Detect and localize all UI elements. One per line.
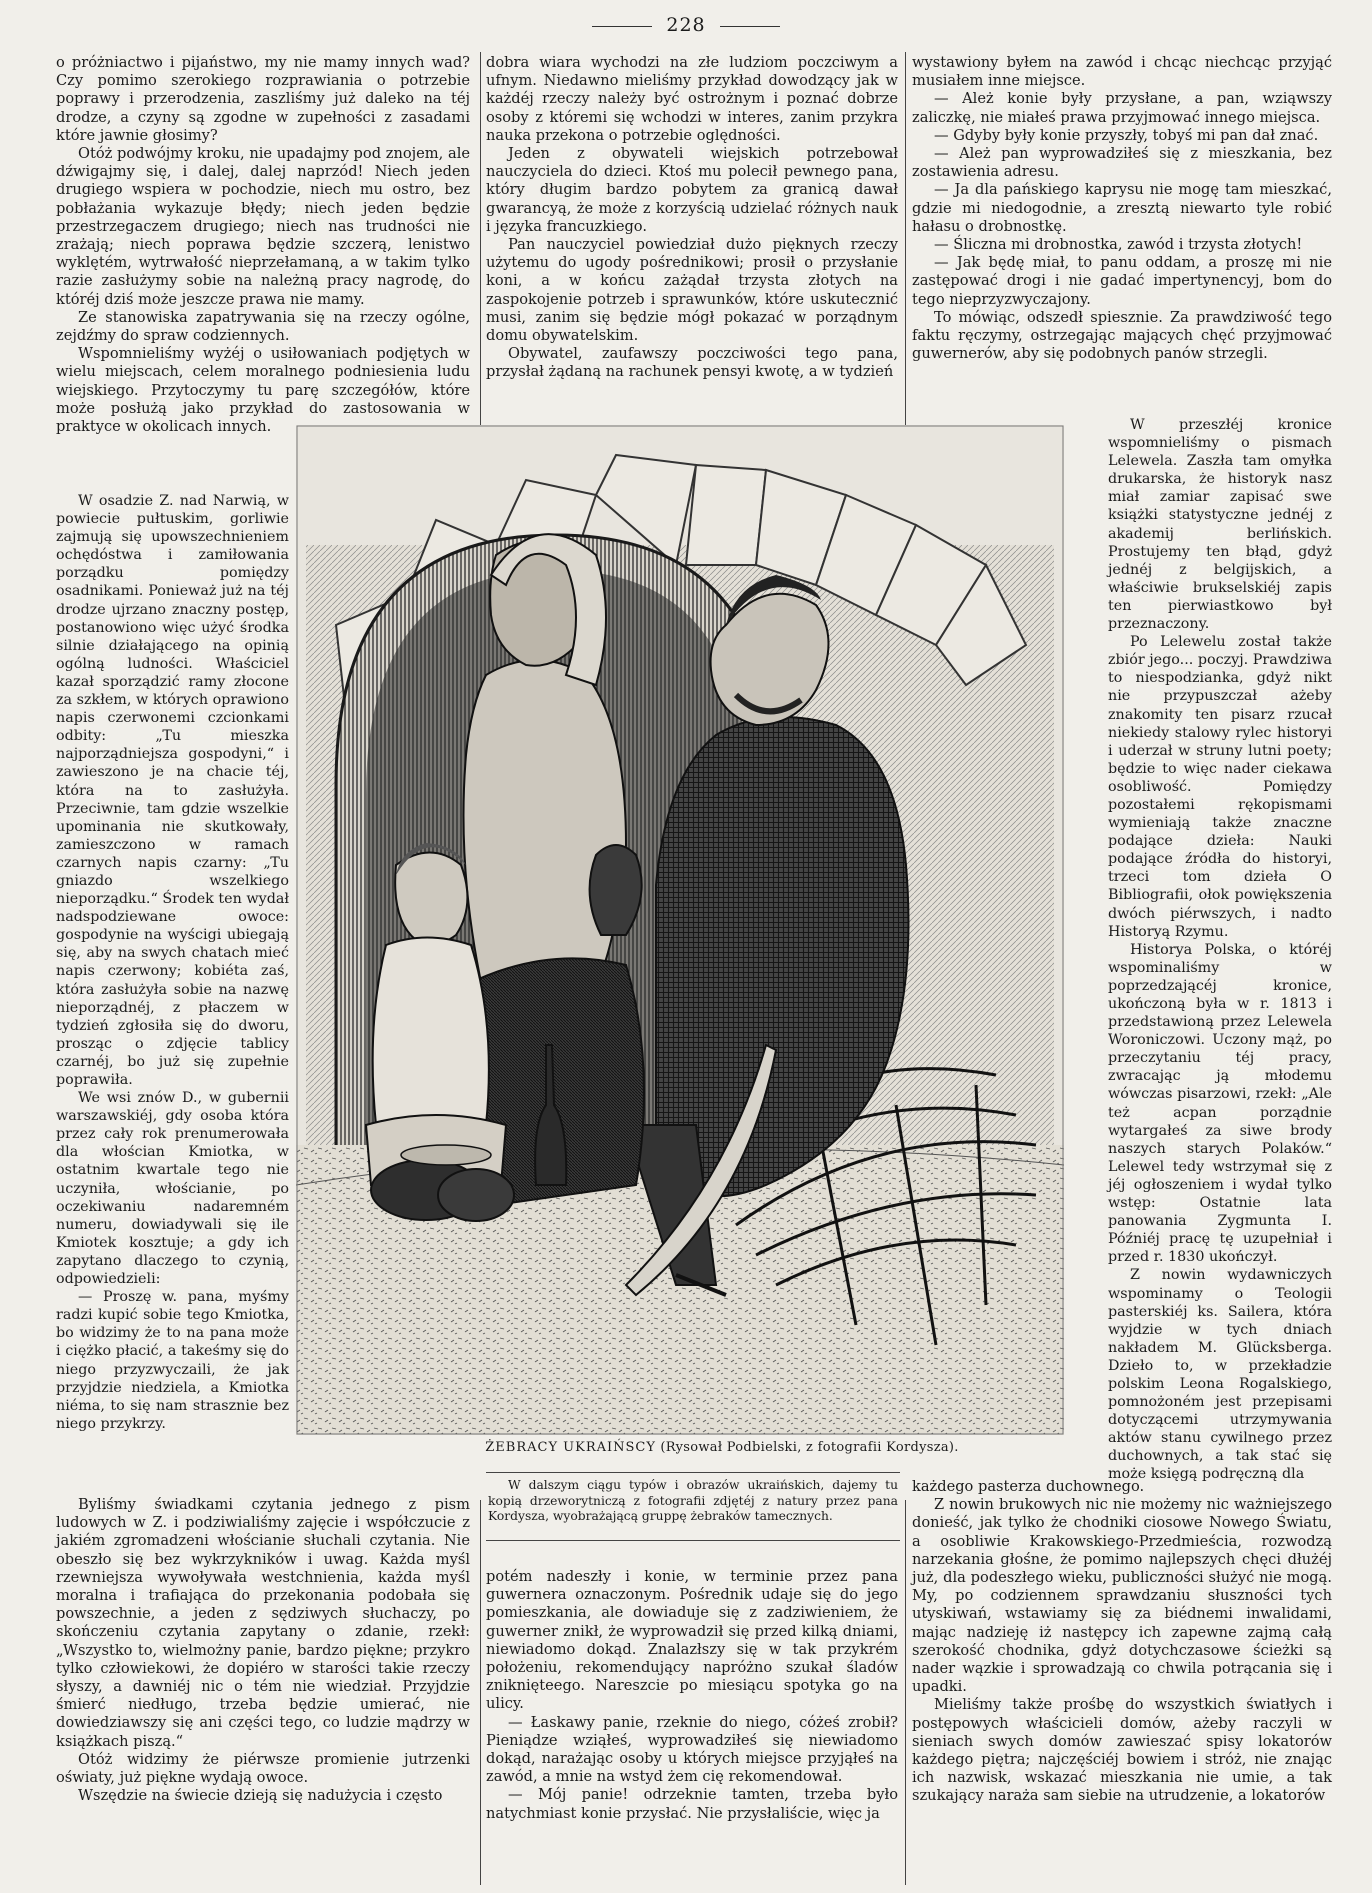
column-3-narrow bbox=[1108, 416, 1332, 1484]
paragraph: Z nowin wydawniczych wspominamy o Teologii pasterskiéj ks. Sailera, która wyjdzie w tych dniach nakładem M. Glücksberga. Dzieło to, w przekładzie polskim Leona Rogalskiego, pomnożoném jest przepisami dotyczącemi utrzymywania aktów stanu cywilnego przez duchownych, a tak stać się może księgą podręczną dla bbox=[1108, 1267, 1332, 1483]
column-rule-right-lower bbox=[905, 1500, 906, 1885]
engraving-illustration bbox=[296, 425, 1064, 1435]
paragraph: — Ja dla pańskiego kaprysu nie mogę tam mieszkać, gdzie mi niedogodnie, a zresztą niewarto tyle robić hałasu o drobnostkę. bbox=[912, 181, 1332, 235]
paragraph: wystawiony byłem na zawód i chcąc niechcąc przyjąć musiałem inne miejsce. bbox=[912, 54, 1332, 90]
column-3-top bbox=[912, 54, 1332, 363]
page-number: 228 bbox=[666, 14, 706, 36]
column-3-bottom bbox=[912, 1478, 1332, 1806]
paragraph: Otóż widzimy że piérwsze promienie jutrzenki oświaty, już piękne wydają owoce. bbox=[56, 1750, 470, 1787]
paragraph: W osadzie Z. nad Narwią, w powiecie pułtuskim, gorliwie zajmują się upowszechnieniem ochędóstwa i zamiłowania porządku pomiędzy osadnikami. Ponieważ już na téj drodze ujrzano znaczny postęp, postanowiono więc użyć środka silnie działającego na opinią ogólną ludności. Właściciel kazał sporządzić ramy złocone za szkłem, w których oprawiono napis czerwonemi czcionkami odbity: „Tu mieszka najporządniejsza gospodyni,“ i zawieszono je na chacie téj, która na to zasłużyła. Przeciwnie, tam gdzie wszelkie upominania nie skutkowały, zamieszczono w ramach czarnych napis czarny: „Tu gniazdo wszelkiego nieporządku.“ Środek ten wydał nadspodziewane owoce: gospodynie na wyścigi ubiegają się, aby na swych chatach mieć napis czerwony; kobiéta zaś, która zasłużyła sobie na nazwę nieporządnéj, z płaczem w tydzień zgłosiła się do dworu, prosząc o zdjęcie tablicy czarnéj, bo już się zupełnie poprawiła. bbox=[56, 493, 289, 1088]
paragraph: Po Lelewelu został także zbiór jego... poczyj. Prawdziwa to niespodzianka, gdyż nikt nie przypuszczał ażeby znakomity ten pisarz rzucał niekiedy stalowy rylec historyi i uderzał w struny lutni poety; będzie to więc nader ciekawa osobliwość. Pomiędzy pozostałemi rękopismami wymieniają także znaczne podające dzieła: Nauki podające źródła do historyi, trzeci tom dzieła O Bibliografii, ołok powiększenia dwóch piérwszych, i nadto Historyą Rzymu. bbox=[1108, 634, 1332, 940]
paragraph: Otóż podwójmy kroku, nie upadajmy pod znojem, ale dźwigajmy się, i dalej, dalej naprzód! Niech jeden drugiego wspiera w pochodzie, niech mu ostro, bez pobłażania wykazuje błędy; niech jeden będzie przestrzegaczem drugiego; niech nas trudności nie zrażają; niech poprawa będzie szczerą, lenistwo wyklętém, wytrwałość nieprzełamaną, a w takim tylko razie zasłużymy sobie na należną pracy nagrodę, do któréj dziś może jeszcze prawa nie mamy. bbox=[56, 145, 470, 308]
illustration-note bbox=[488, 1478, 898, 1525]
note-rule-bottom bbox=[486, 1540, 900, 1541]
illustration-caption bbox=[462, 1440, 982, 1455]
paragraph: dobra wiara wychodzi na złe ludziom poczciwym a ufnym. Niedawno mieliśmy przykład dowodzący jak w każdéj rzeczy należy być ostrożnym i poznać dobrze osoby z któremi się wchodzi w interes, zanim przykra nauka przekona o potrzebie oględności. bbox=[486, 54, 898, 144]
paragraph: W przeszłéj kronice wspomnieliśmy o pismach Lelewela. Zaszła tam omyłka drukarska, że historyk nasz miał zamiar zapisać swe książki statystyczne jednéj z akademij berlińskich. Prostujemy ten błąd, gdyż jednéj z belgijskich, a właściwie brukselskiéj zapis ten pierwiastkowo był przeznaczony. bbox=[1108, 417, 1332, 633]
caption-title: ŻEBRACY UKRAIŃSCY bbox=[485, 1440, 656, 1455]
paragraph: — Proszę w. pana, myśmy radzi kupić sobie tego Kmiotka, bo widzimy że to na pana może i ciężko płacić, a takeśmy się do niego przyzwyczaili, że jak przyjdzie niedziela, a Kmiotka niéma, to się nam strasznie bez niego przykrzy. bbox=[56, 1289, 289, 1432]
column-1-bottom bbox=[56, 1496, 470, 1805]
paragraph: — Śliczna mi drobnostka, zawód i trzysta złotych! bbox=[934, 236, 1303, 254]
column-2-top bbox=[486, 54, 898, 382]
page-number-header bbox=[0, 14, 1372, 36]
paragraph: — Ależ pan wyprowadziłeś się z mieszkania, bez zostawienia adresu. bbox=[912, 145, 1332, 181]
paragraph: potém nadeszły i konie, w terminie przez pana guwernera oznaczonym. Pośrednik udaje się do jego pomieszkania, ale dowiaduje się z zadziwieniem, że guwerner znikł, że wyprowadził się przed kilką dniami, niewiadomo dokąd. Znalazłszy się w tak przykrém położeniu, rekomendujący napróżno szukał śladów zniknięteego. Nareszcie po miesiącu spotyka go na ulicy. bbox=[486, 1568, 898, 1713]
paragraph: — Jak będę miał, to panu oddam, a proszę mi nie zastępować drogi i nie gadać impertynencyj, bom do tego nieprzyzwyczajony. bbox=[912, 254, 1332, 308]
paragraph: każdego pasterza duchownego. bbox=[912, 1478, 1145, 1495]
column-1-narrow bbox=[56, 492, 289, 1433]
paragraph: — Mój panie! odrzeknie tamten, trzeba było natychmiast konie przysłać. Nie przysłaliście, więc ja bbox=[486, 1786, 898, 1822]
paragraph: Obywatel, zaufawszy poczciwości tego pana, przysłał żądaną na rachunek pensyi kwotę, a w tydzień bbox=[486, 345, 898, 381]
paragraph: — Ależ konie były przysłane, a pan, wziąwszy zaliczkę, nie miałeś prawa przyjmować innego miejsca. bbox=[912, 90, 1332, 126]
note-text: W dalszym ciągu typów i obrazów ukraińskich, dajemy tu kopią drzeworytniczą z fotografii zdjętéj z natury przez pana Kordysza, wyobrażającą gruppę żebraków tamecznych. bbox=[488, 1478, 898, 1523]
paragraph: Historya Polska, o któréj wspominaliśmy w poprzedzającéj kronice, ukończoną była w r. 1813 i przedstawioną przez Lelewela Woroniczowi. Uczony mąż, po przeczytaniu téj pracy, zwracając ją młodemu wówczas pisarzowi, rzekł: „Ale też acpan porządnie wytargałeś za siwe brody naszych starych Polaków.“ Lelewel tedy wstrzymał się z jéj ogłoszeniem i wydał tylko wstęp: Ostatnie lata panowania Zygmunta I. Późniéj pracę tę uzupełniał i przed r. 1830 ukończył. bbox=[1108, 941, 1332, 1266]
paragraph: Byliśmy świadkami czytania jednego z pism ludowych w Z. i podziwialiśmy zajęcie i współczucie z jakiém zgromadzeni włościanie słuchali czytania. Nie obeszło się bez wykrzykników i uwag. Każda myśl rzewniejsza wywoływała westchnienia, każda myśl moralna i trafiająca do przekonania podobała się powszechnie, a jeden z sędziwych słuchaczy, po skończeniu czytania zapytany o zdanie, rzekł: „Wszystko to, wielmożny panie, bardzo piękne; przykro tylko człowiekowi, że dopiéro w starości takie rzeczy słyszy, a dawniéj nic o tém nie wiedział. Przyjdzie śmierć niedługo, trzeba będzie umierać, nie dowiedziawszy się ani części tego, co ludzie mądrzy w książkach piszą.“ bbox=[56, 1496, 470, 1750]
paragraph: Wszędzie na świecie dzieją się nadużycia i często bbox=[78, 1787, 443, 1805]
paragraph: — Łaskawy panie, rzeknie do niego, cóżeś zrobił? Pieniądze wziąłeś, wyprowadziłeś się niewiadomo dokąd, narażając osoby u których miejsce przyjąłeś na zawód, a mnie na wstyd żem cię rekomendował. bbox=[486, 1713, 898, 1786]
paragraph: — Gdyby były konie przyszły, tobyś mi pan dał znać. bbox=[934, 126, 1319, 144]
paragraph: To mówiąc, odszedł spiesznie. Za prawdziwość tego faktu ręczymy, ostrzegając mających chęć przyjmować guwernerów, aby się podobnych panów strzegli. bbox=[912, 308, 1332, 363]
paragraph: Jeden z obywateli wiejskich potrzebował nauczyciela do dzieci. Ktoś mu polecił pewnego pana, który długim bardzo pobytem za granicą dawał gwarancyą, że może z korzyścią udzielać różnych nauk i języka francuzkiego. bbox=[486, 145, 898, 235]
column-2-bottom bbox=[486, 1568, 898, 1823]
column-rule-left-lower bbox=[480, 1500, 481, 1885]
paragraph: We wsi znów D., w gubernii warszawskiéj, gdy osoba która przez cały rok prenumerowała dla włościan Kmiotka, w ostatnim kwartale tego nie uczyniła, włościanie, po oczekiwaniu nadaremném numeru, dowiadywali się ile Kmiotek kosztuje; a gdy ich zapytano dlaczego to czynią, odpowiedzieli: bbox=[56, 1090, 289, 1288]
caption-credit: (Rysował Podbielski, z fotografii Kordysza). bbox=[660, 1440, 959, 1455]
column-rule-right bbox=[905, 52, 906, 427]
paragraph: Pan nauczyciel powiedział dużo pięknych rzeczy użytemu do ugody pośrednikowi; prosił o przysłanie koni, a w końcu zażądał trzysta złotych na zaspokojenie potrzeb i sprawunków, które uskutecznić musi, zanim się będzie mógł pokazać w porządnym domu obywatelskim. bbox=[486, 236, 898, 345]
paragraph: Z nowin brukowych nic nie możemy nic ważniejszego donieść, jak tylko że chodniki ciosowe Nowego Światu, a osobliwie Krakowskiego-Przedmieścia, rozwodzą narzekania głośne, że pomimo najlepszych chęci dłużéj już, dla podeszłego wieku, publiczności służyć nie mogą. My, po codziennem sprawdzaniu słuszności tych utyskiwań, wstawiamy się za biédnemi inwalidami, mając nadzieję iż następcy ich zapewne zajmą całą szerokość chodnika, gdyż dotychczasowe ścieżki są nader wązkie i sprowadzają co chwila potrącania się i upadki. bbox=[912, 1496, 1332, 1696]
paragraph: Mieliśmy także prośbę do wszystkich światłych i postępowych właścicieli domów, ażeby raczyli w sieniach swych domów zawieszać spisy lokatorów każdego piętra; najczęściéj bowiem i stróż, nie znając ich nazwisk, wskazać mieszkania nie umie, a tak szukający naraża sam siebie na utrudzenie, a lokatorów bbox=[912, 1696, 1332, 1805]
paragraph: Ze stanowiska zapatrywania się na rzeczy ogólne, zejdźmy do spraw codziennych. bbox=[56, 308, 470, 345]
paragraph: Wspomnieliśmy wyżéj o usiłowaniach podjętych w wielu miejscach, celem moralnego podniesienia ludu wiejskiego. Przytoczymy tu parę szczegółów, które może posłużą jako przykład do zastosowania w praktyce w okolicach innych. bbox=[56, 345, 470, 436]
paragraph: o próżniactwo i pijaństwo, my nie mamy innych wad? Czy pomimo szerokiego rozprawiania o potrzebie poprawy i przerodzenia, zaszliśmy już daleko na téj drodze, a czyny są zgodne w zupełności z zasadami które jawnie głosimy? bbox=[56, 54, 470, 144]
column-rule-left bbox=[480, 52, 481, 427]
note-rule-top bbox=[486, 1472, 900, 1473]
column-1-top bbox=[56, 54, 470, 436]
